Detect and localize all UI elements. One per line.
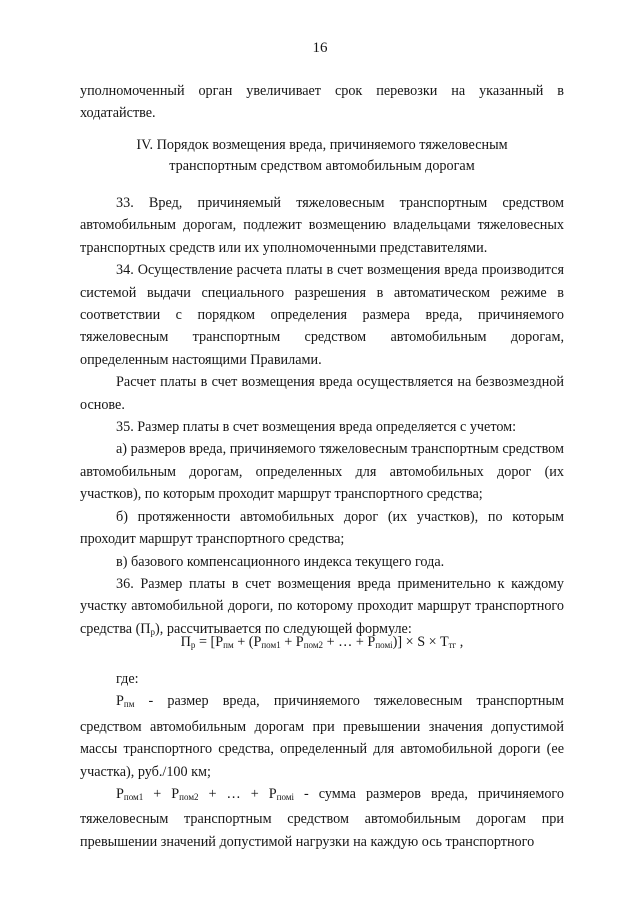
formula-sub: пм: [223, 640, 234, 650]
paragraph-34-note: Расчет платы в счет возмещения вреда осуществляется на безвозмездной основе.: [80, 374, 564, 413]
page-number: 16: [312, 40, 328, 56]
formula-part: + (Р: [233, 634, 262, 650]
definition-text: - размер вреда, причиняемого тяжеловесным транспортным средством автомобильным дорогам при превышении значения допустимой массы транспортного средства, определенный для автомобильной дороги (ее участка), руб./100 км;: [80, 693, 564, 780]
formula-sub: помi: [375, 640, 393, 650]
body-text: [80, 192, 564, 643]
definitions: [80, 668, 564, 853]
formula-sub: р: [190, 640, 196, 650]
formula-sub: пом1: [261, 640, 281, 650]
intro-paragraph: уполномоченный орган увеличивает срок перевозки на указанный в ходатайстве.: [80, 83, 564, 122]
formula-part: + … + Р: [323, 634, 376, 650]
definition-pom-sum: [80, 783, 564, 853]
paragraph-35-c: в) базового компенсационного индекса текущего года.: [116, 553, 445, 570]
formula: [80, 631, 564, 656]
intro-block: [80, 80, 564, 125]
where-label: где:: [116, 671, 139, 687]
paragraph-36-subscript: р: [150, 626, 156, 637]
definition-symbol: Р: [116, 786, 124, 803]
definition-symbol: + Р: [143, 786, 180, 803]
formula-part: )] × S × T: [392, 634, 449, 650]
formula-part: + Р: [280, 634, 304, 650]
definition-symbol: Р: [116, 693, 124, 710]
paragraph-35-b: б) протяженности автомобильных дорог (их участков), по которым проходит маршрут транспортного средства;: [80, 508, 564, 548]
formula-part: ,: [456, 634, 464, 650]
paragraph-36-tail: ), рассчитывается по следующей формуле:: [155, 620, 412, 637]
definition-subscript: пм: [123, 699, 135, 710]
definition-symbol: + … + Р: [198, 786, 277, 803]
paragraph-35-a: а) размеров вреда, причиняемого тяжеловесным транспортным средством автомобильным дорогам, определенных для автомобильных дорог (их участков), по которым проходит маршрут транспортного средства;: [80, 441, 564, 503]
formula-part: П: [180, 634, 191, 650]
formula-sub: пом2: [303, 640, 324, 650]
paragraph-33: 33. Вред, причиняемый тяжеловесным транспортным средством автомобильным дорогам, подлежит возмещению владельцами тяжеловесных транспортных средств или их уполномоченными представителями.: [80, 195, 564, 256]
paragraph-34: 34. Осуществление расчета платы в счет возмещения вреда производится системой выдачи специального разрешения в автоматическом режиме в соответствии с порядком определения размера вреда, причиняемого тяжеловесным транспортным средством автомобильным дорогам, определенным настоящими Правилами.: [80, 262, 564, 368]
definition-pm: [80, 690, 564, 783]
paragraph-36-lead: 36. Размер платы в счет возмещения вреда применительно к каждому участку автомобильной дороги, по которому проходит маршрут транспортного средства (П: [80, 575, 564, 637]
formula-sub: тг: [448, 640, 457, 650]
definition-text: - сумма размеров вреда, причиняемого тяжеловесным транспортным средством автомобильным дорогам при превышении значений допустимой нагрузки на каждую ось транспортного: [80, 786, 564, 850]
section-heading-line-1: IV. Порядок возмещения вреда, причиняемого тяжеловесным: [136, 137, 508, 153]
definition-subscript: пом1: [123, 792, 144, 803]
formula-part: = [Р: [195, 634, 224, 650]
section-heading-line-2: транспортным средством автомобильным дорогам: [169, 158, 475, 174]
section-heading: [80, 135, 564, 177]
paragraph-35: 35. Размер платы в счет возмещения вреда определяется с учетом:: [116, 419, 517, 436]
definition-subscript: помi: [276, 792, 295, 803]
definition-subscript: пом2: [179, 792, 199, 803]
